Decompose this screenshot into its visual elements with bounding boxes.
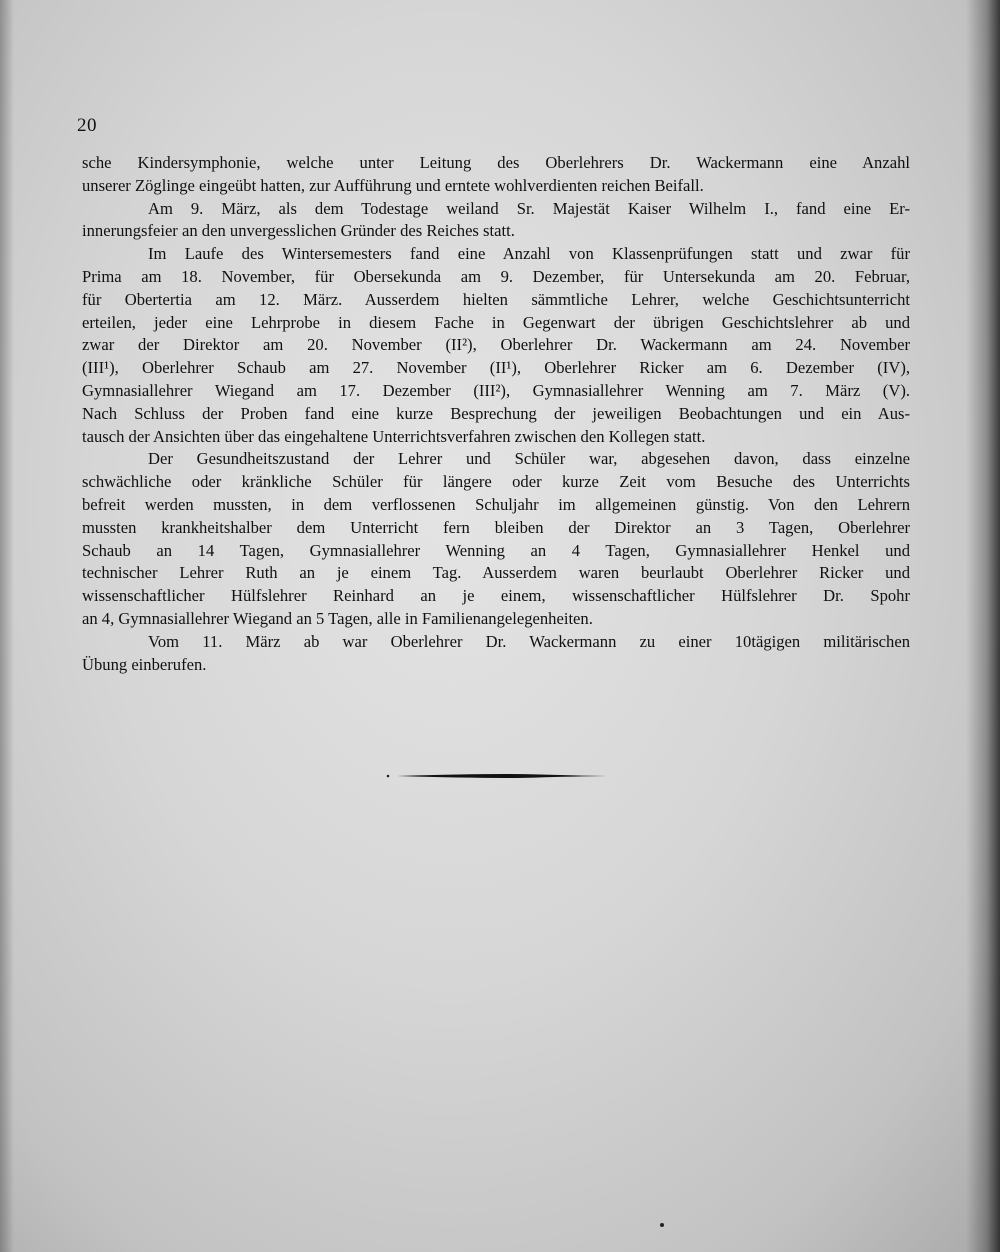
text-line: Im Laufe des Wintersemesters fand eine Anzahl von Klassenprüfungen statt und zwar für — [148, 244, 910, 264]
text-line: tausch der Ansichten über das eingehaltene Unterrichtsverfahren zwischen den Kollegen statt. — [82, 426, 706, 446]
page-right-shadow — [966, 0, 1000, 1252]
text-line: erteilen, jeder eine Lehrprobe in diesem Fache in Gegenwart der übrigen Geschichtslehrer ab und — [82, 312, 910, 332]
text-line: sche Kindersymphonie, welche unter Leitung des Oberlehrers Dr. Wackermann eine Anzahl — [82, 153, 910, 172]
page-number: 20 — [77, 115, 97, 136]
text-line: zwar der Direktor am 20. November (II²), Oberlehrer Dr. Wackermann am 24. November — [82, 335, 910, 355]
page-left-shadow — [0, 0, 14, 1252]
text-line: Schaub an 14 Tagen, Gymnasiallehrer Wenning an 4 Tagen, Gymnasiallehrer Henkel und — [82, 540, 910, 560]
body-text — [82, 152, 910, 676]
text-line: wissenschaftlicher Hülfslehrer Reinhard an je einem, wissenschaftlicher Hülfslehrer Dr. Spohr — [82, 586, 910, 606]
section-end-rule — [385, 772, 610, 780]
text-line: Übung einberufen. — [82, 654, 207, 674]
text-line: Am 9. März, als dem Todestage weiland Sr. Majestät Kaiser Wilhelm I., fand eine Er- — [148, 198, 910, 218]
text-line: Gymnasiallehrer Wiegand am 17. Dezember (III²), Gymnasiallehrer Wenning am 7. März (V). — [82, 380, 910, 400]
text-line: mussten krankheitshalber dem Unterricht fern bleiben der Direktor an 3 Tagen, Oberlehrer — [82, 517, 910, 537]
text-line: an 4, Gymnasiallehrer Wiegand an 5 Tagen, alle in Familienangelegenheiten. — [82, 608, 593, 628]
text-line: Der Gesundheitszustand der Lehrer und Schüler war, abgesehen davon, dass einzelne — [148, 449, 910, 469]
text-line: befreit werden mussten, in dem verflossenen Schuljahr im allgemeinen günstig. Von den Lehrern — [82, 494, 910, 514]
text-line: Vom 11. März ab war Oberlehrer Dr. Wackermann zu einer 10tägigen militärischen — [148, 631, 910, 651]
text-line: (III¹), Oberlehrer Schaub am 27. November (II¹), Oberlehrer Ricker am 6. Dezember (IV), — [82, 358, 910, 378]
print-speck — [660, 1223, 664, 1227]
text-line: für Obertertia am 12. März. Ausserdem hielten sämmtliche Lehrer, welche Geschichtsunterricht — [82, 289, 910, 309]
text-line: innerungsfeier an den unvergesslichen Gründer des Reiches statt. — [82, 221, 515, 241]
text-line: Prima am 18. November, für Obersekunda am 9. Dezember, für Untersekunda am 20. Februar, — [82, 266, 910, 286]
text-line: Nach Schluss der Proben fand eine kurze Besprechung der jeweiligen Beobachtungen und ein Aus- — [82, 403, 910, 423]
text-line: schwächliche oder kränkliche Schüler für längere oder kurze Zeit vom Besuche des Unterrichts — [82, 472, 910, 492]
text-line: unserer Zöglinge eingeübt hatten, zur Aufführung und erntete wohlverdienten reichen Beifall. — [82, 175, 704, 195]
text-line: technischer Lehrer Ruth an je einem Tag. Ausserdem waren beurlaubt Oberlehrer Ricker und — [82, 563, 910, 583]
